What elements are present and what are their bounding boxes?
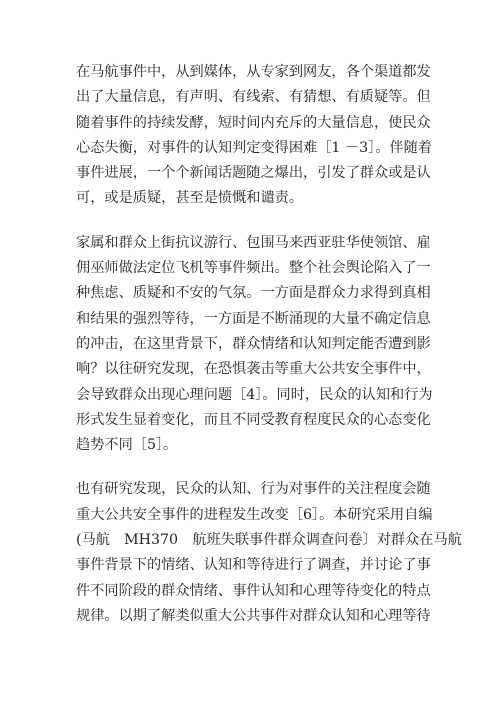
text-line: 规律。以期了解类似重大公共事件对群众认知和心理等待 [76,607,431,624]
text-line: 也有研究发现，民众的认知、行为对事件的关注程度会随 [76,481,431,498]
text-line: 趋势不同［5］。 [76,437,178,454]
text-line: (马航 MH370 航班失联事件群众调查问卷〕对群众在马航 [76,532,462,549]
text-line: 的冲击，在这里背景下，群众情绪和认知判定能否遭到影 [76,335,431,352]
text-line: 佣巫师做法定位飞机等事件频出。整个社会舆论陷入了一 [76,260,431,277]
paragraph-2 [76,231,433,459]
text-line: 心态失衡，对事件的认知判定变得困难［1 －3］。伴随着 [76,139,432,156]
text-line: 随着事件的持续发酵，短时间内充斥的大量信息，使民众 [76,114,431,131]
text-line: 可，或是质疑，甚至是愤慨和谴责。 [76,190,304,207]
paragraph-3 [76,477,462,629]
text-line: 事件进展，一个个新闻话题随之爆出，引发了群众或是认 [76,165,431,182]
text-line: 件不同阶段的群众情绪、事件认知和心理等待变化的特点 [76,582,431,599]
text-line: 和结果的强烈等待，一方面是不断涌现的大量不确定信息 [76,310,431,327]
paragraph-1 [76,60,432,212]
text-line: 重大公共安全事件的进程发生改变［6］。本研究采用自编 [76,506,433,523]
text-line: 形式发生显着变化，而且不同受教育程度民众的心态变化 [76,411,431,428]
text-line: 在马航事件中，从到媒体，从专家到网友，各个渠道都发 [76,64,431,80]
text-line: 出了大量信息，有声明、有线索、有猜想、有质疑等。但 [76,89,431,106]
text-line: 会导致群众出现心理问题［4］。同时，民众的认知和行为 [76,386,433,403]
text-line: 种焦虑、质疑和不安的气氛。一方面是群众力求得到真相 [76,285,431,302]
text-line: 家属和群众上街抗议游行、包围马来西亚驻华使领馆、雇 [76,234,431,251]
text-line: 响？以往研究发现，在恐惧袭击等重大公共安全事件中， [76,361,431,378]
document-body [76,60,462,648]
text-line: 事件背景下的情绪、认知和等待进行了调查，并讨论了事 [76,557,431,574]
